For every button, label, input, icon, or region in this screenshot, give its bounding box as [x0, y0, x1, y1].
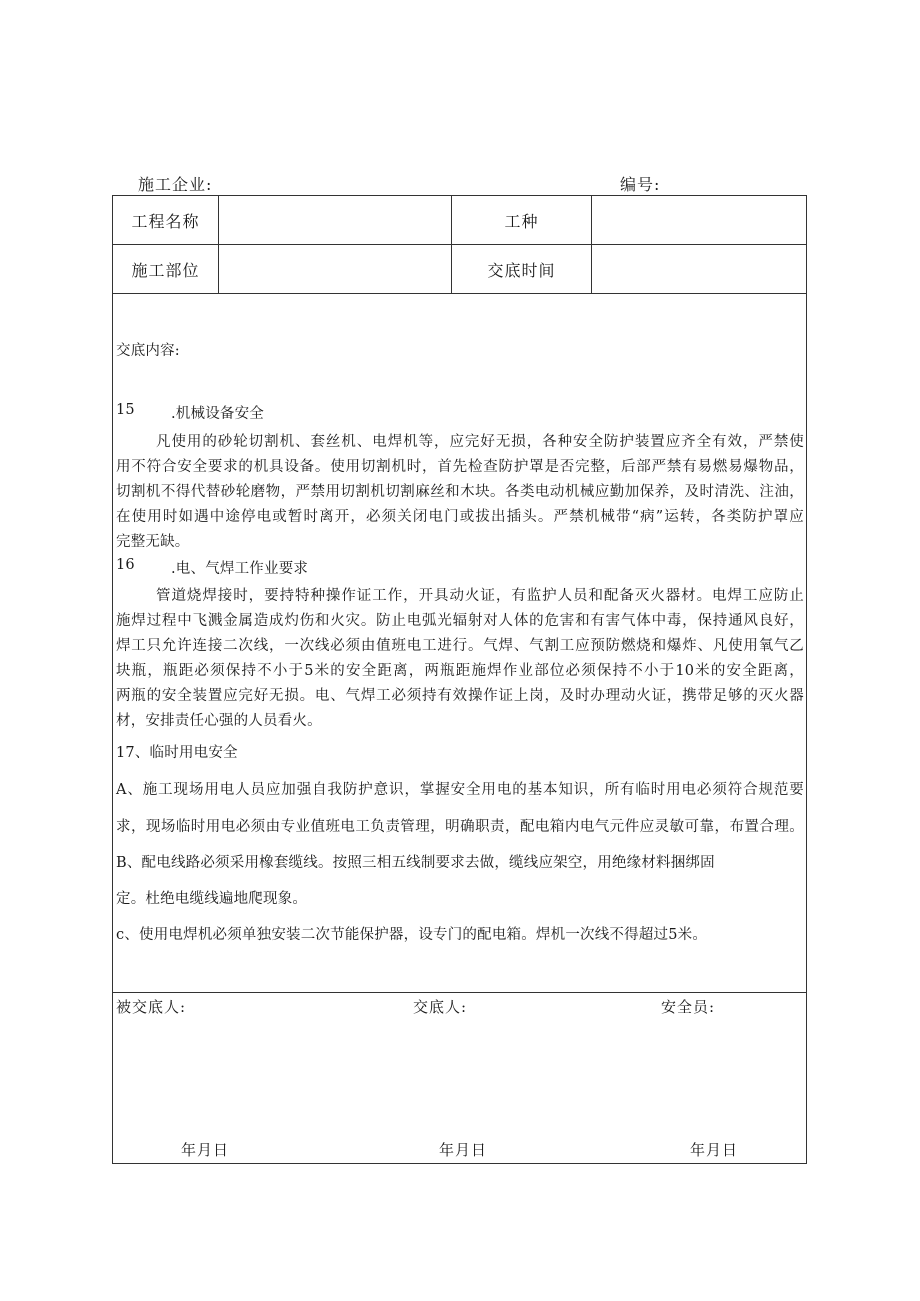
paragraph-line: 焊工只允许连接二次线，一次线必须由值班电工进行。气焊、气割工应预防燃烧和爆炸、凡使用氧气乙 — [116, 638, 804, 654]
item-a-line: 求，现场临时用电必须由专业值班电工负责管理，明确职责，配电箱内电气元件应灵敏可靠，布置合理。 — [116, 819, 804, 835]
location-label: 施工部位 — [113, 245, 219, 293]
trade-field[interactable] — [592, 196, 806, 244]
item-b-line: B、配电线路必须采用橡套缆线。按照三相五线制要求去做，缆线应架空，用绝缘材料捆绑固 — [116, 855, 715, 871]
section-number: 15 — [116, 402, 135, 418]
item-a-line: A、施工现场用电人员应加强自我防护意识，掌握安全用电的基本知识，所有临时用电必须符合规范要 — [116, 782, 804, 798]
content-label: 交底内容: — [116, 343, 180, 359]
paragraph-line: 完整无缺。 — [116, 534, 190, 550]
location-field[interactable] — [219, 245, 452, 293]
date-recipient: 年月日 — [181, 1141, 230, 1159]
paragraph-line: 施焊过程中飞溅金属造成灼伤和火灾。防止电弧光辐射对人体的危害和有害气体中毒，保持通风良好， — [116, 613, 804, 629]
paragraph-line: 两瓶的安全装置应完好无损。电、气焊工必须持有效操作证上岗，及时办理动火证，携带足够的灭火器 — [116, 688, 804, 704]
briefing-form-table — [112, 195, 807, 1164]
date-briefer: 年月日 — [439, 1141, 488, 1159]
table-row — [113, 196, 806, 245]
paragraph-line: 在使用时如遇中途停电或暂时离开，必须关闭电门或拔出插头。严禁机械带“病”运转，各类防护罩应 — [116, 509, 804, 525]
project-name-field[interactable] — [219, 196, 452, 244]
date-safety-officer: 年月日 — [690, 1141, 739, 1159]
item-c-line: c、使用电焊机必须单独安装二次节能保护器，设专门的配电箱。焊机一次线不得超过5米。 — [116, 927, 708, 943]
company-label: 施工企业: — [138, 175, 213, 194]
item-b-line: 定。杜绝电缆线遍地爬现象。 — [116, 891, 308, 907]
paragraph-line: 用不符合安全要求的机具设备。使用切割机时，首先检查防护罩是否完整，后部严禁有易燃易爆物品， — [116, 459, 804, 475]
section-title: .电、气焊工作业要求 — [171, 561, 309, 577]
section-title: .机械设备安全 — [171, 406, 265, 422]
briefing-time-label: 交底时间 — [452, 245, 592, 293]
section-title: 17、临时用电安全 — [116, 745, 238, 761]
paragraph-line: 切割机不得代替砂轮磨物，严禁用切割机切割麻丝和木块。各类电动机械应勤加保养，及时清洗、注油， — [116, 484, 804, 500]
paragraph-line: 材，安排责任心强的人员看火。 — [116, 713, 322, 729]
paragraph-line: 块瓶，瓶距必须保持不小于5米的安全距离，两瓶距施焊作业部位必须保持不小于10米的安全距离， — [116, 663, 804, 679]
briefer-label: 交底人: — [413, 998, 468, 1016]
signature-section — [113, 993, 806, 1163]
briefing-content — [113, 294, 806, 993]
paragraph-line: 凡使用的砂轮切割机、套丝机、电焊机等，应完好无损，各种安全防护装置应齐全有效，严禁使 — [156, 434, 804, 450]
briefing-time-field[interactable] — [592, 245, 806, 293]
table-row — [113, 245, 806, 294]
safety-officer-label: 安全员: — [661, 998, 716, 1016]
paragraph-line: 管道烧焊接时，要持特种操作证工作，开具动火证，有监护人员和配备灭火器材。电焊工应防止 — [156, 588, 804, 604]
number-label: 编号: — [620, 175, 661, 194]
trade-label: 工种 — [452, 196, 592, 244]
section-number: 16 — [116, 557, 135, 573]
project-name-label: 工程名称 — [113, 196, 219, 244]
recipient-label: 被交底人: — [116, 998, 187, 1016]
